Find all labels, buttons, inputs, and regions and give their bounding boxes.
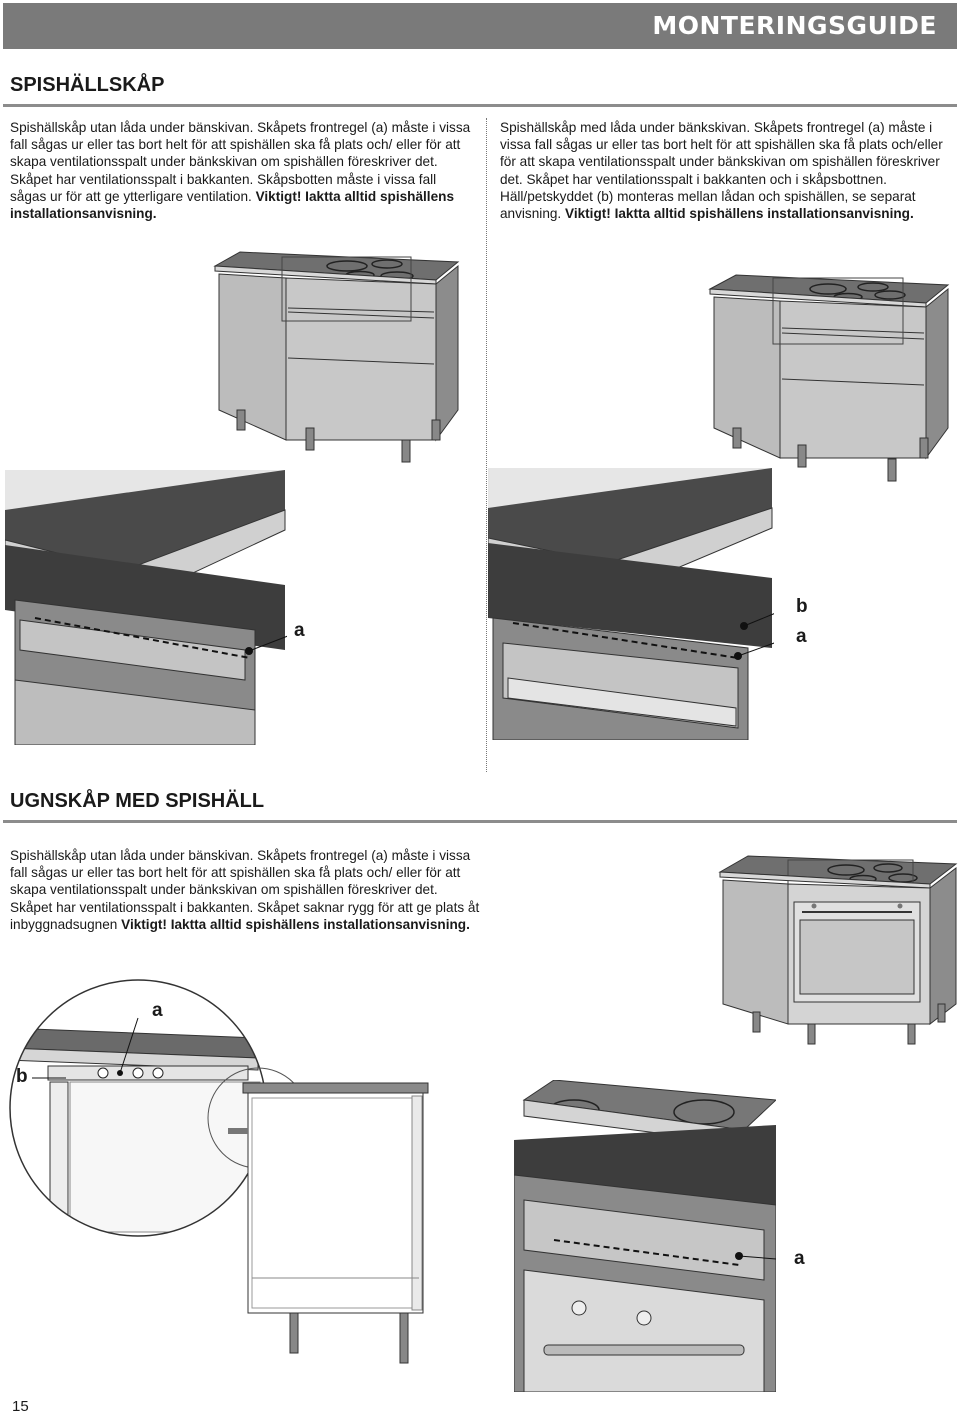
cabinet-illustration-with-drawer <box>708 273 950 491</box>
detail-illustration-oven-top <box>514 1080 776 1392</box>
oven-cabinet-illustration <box>718 854 958 1050</box>
body-text: Spishällskåp utan låda under bänskivan. Skåpets frontregel (a) måste i vissa fall sågas ur eller tas bort helt för att spishällen ska få plats och/ eller för att skapa ventilationsspalt under bänkskivan om spishällen föreskriver det. Skåpet har ventilationsspalt i bakkanten. Skåpsbotten måste i vissa fall sågas ur för att ge ytterligare ventilation. <box>10 120 471 204</box>
cabinet-illustration-no-drawer <box>212 250 462 472</box>
important-note: Viktigt! Iaktta alltid spishällens installationsanvisning. <box>565 206 914 222</box>
callout-a-oven: a <box>152 1000 163 1021</box>
detail-illustration-frontregel <box>5 470 287 745</box>
column-divider <box>486 118 487 772</box>
important-note: Viktigt! Iaktta alltid spishällens installationsanvisning. <box>10 188 455 222</box>
section-rule <box>3 820 957 823</box>
section-rule <box>3 104 957 107</box>
section1-right-text <box>500 119 945 222</box>
body-text: Spishällskåp med låda under bänkskivan. Skåpets frontregel (a) måste i vissa fall sågas ur eller tas bort helt för att spishällen ska få plats och/eller för att skapa ventilationsspalt under bänkskivan om spishällen föreskriver det. Skåpet har ventilationsspalt i bakkanten och i skåpsbottnen. Häll/petskyddet (b) monteras mellan lådan och spishällen, se separat anvisning. <box>500 120 943 222</box>
header-title: MONTERINGSGUIDE <box>652 11 937 40</box>
page-number: 15 <box>12 1398 29 1415</box>
callout-b-oven: b <box>16 1066 28 1087</box>
detail-illustration-oven-frontregel <box>8 978 438 1378</box>
detail-illustration-drawer <box>488 468 774 740</box>
callout-a-left: a <box>294 620 305 641</box>
callout-a-oven-right: a <box>794 1248 805 1269</box>
section1-left-text <box>10 119 472 222</box>
body-text: Spishällskåp utan låda under bänskivan. Skåpets frontregel (a) måste i vissa fall sågas ur eller tas bort helt för att spishällen ska få plats och/ eller för att skapa ventilationsspalt under bänkskivan om spishällen föreskriver det. Skåpet har ventilationsspalt i bakkanten. Skåpet saknar rygg för att ge plats åt inbyggnadsugnen <box>10 848 480 932</box>
section-title-ugnskap: UGNSKÅP MED SPISHÄLL <box>10 790 265 812</box>
section2-text <box>10 847 480 933</box>
callout-b-right: b <box>796 596 808 617</box>
header-bar <box>3 3 957 49</box>
section-title-spishallskap: SPISHÄLLSKÅP <box>10 74 165 96</box>
callout-a-right: a <box>796 626 807 647</box>
important-note: Viktigt! Iaktta alltid spishällens installationsanvisning. <box>121 916 470 932</box>
